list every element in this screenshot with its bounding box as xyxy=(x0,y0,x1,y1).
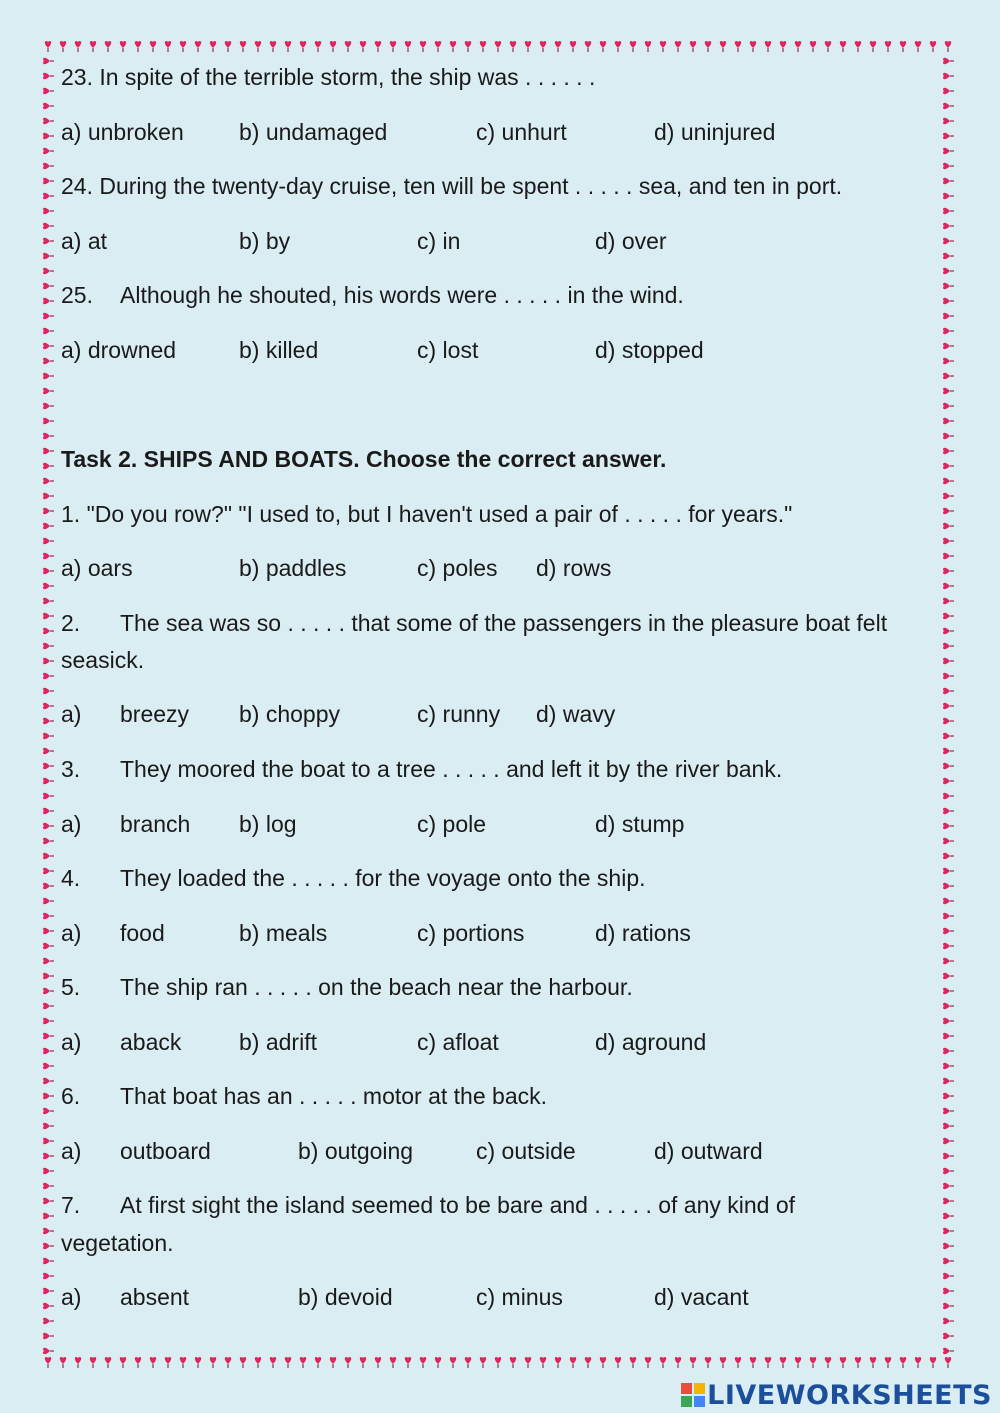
option-c[interactable]: c) minus xyxy=(476,1284,563,1310)
option-d[interactable]: d) stump xyxy=(595,811,685,837)
option-d[interactable]: d) aground xyxy=(595,1029,707,1055)
option-c[interactable]: c) lost xyxy=(417,337,479,363)
liveworksheets-logo[interactable] xyxy=(681,1378,992,1412)
option-c[interactable]: c) runny xyxy=(417,701,501,727)
option-b[interactable]: b) adrift xyxy=(239,1029,317,1055)
option-a[interactable]: a) drowned xyxy=(61,337,177,363)
logo-text: LIVEWORKSHEETS xyxy=(707,1379,992,1411)
option-d[interactable]: d) vacant xyxy=(654,1284,749,1310)
option-a[interactable]: food xyxy=(120,920,165,946)
option-a[interactable]: breezy xyxy=(120,701,190,727)
option-a-letter[interactable]: a) xyxy=(61,701,82,727)
option-b[interactable]: b) meals xyxy=(239,920,328,946)
option-a-letter[interactable]: a) xyxy=(61,1138,82,1164)
option-b[interactable]: b) killed xyxy=(239,337,319,363)
option-d[interactable]: d) over xyxy=(595,228,667,254)
option-d[interactable]: d) rations xyxy=(595,920,691,946)
option-b[interactable]: b) log xyxy=(239,811,297,837)
option-c[interactable]: c) unhurt xyxy=(476,119,567,145)
option-c[interactable]: c) afloat xyxy=(417,1029,499,1055)
option-d[interactable]: d) wavy xyxy=(536,701,616,727)
option-c[interactable]: c) in xyxy=(417,228,461,254)
option-d[interactable]: d) uninjured xyxy=(654,119,776,145)
option-a[interactable]: a) at xyxy=(61,228,108,254)
option-c[interactable]: c) poles xyxy=(417,555,498,581)
option-c[interactable]: c) pole xyxy=(417,811,487,837)
option-c[interactable]: c) outside xyxy=(476,1138,576,1164)
option-a-letter[interactable]: a) xyxy=(61,920,82,946)
option-a-letter[interactable]: a) xyxy=(61,811,82,837)
option-a[interactable]: outboard xyxy=(120,1138,211,1164)
option-d[interactable]: d) outward xyxy=(654,1138,763,1164)
option-b[interactable]: b) outgoing xyxy=(298,1138,414,1164)
option-c[interactable]: c) portions xyxy=(417,920,525,946)
option-a-letter[interactable]: a) xyxy=(61,1284,82,1310)
option-a[interactable]: branch xyxy=(120,811,191,837)
option-d[interactable]: d) stopped xyxy=(595,337,704,363)
liveworksheets-logo-icon xyxy=(681,1383,705,1407)
option-b[interactable]: b) paddles xyxy=(239,555,347,581)
option-a[interactable]: a) oars xyxy=(61,555,133,581)
option-a[interactable]: absent xyxy=(120,1284,190,1310)
option-b[interactable]: b) choppy xyxy=(239,701,341,727)
option-b[interactable]: b) by xyxy=(239,228,291,254)
option-a[interactable]: aback xyxy=(120,1029,182,1055)
option-b[interactable]: b) devoid xyxy=(298,1284,393,1310)
option-d[interactable]: d) rows xyxy=(536,555,612,581)
option-b[interactable]: b) undamaged xyxy=(239,119,388,145)
option-a[interactable]: a) unbroken xyxy=(61,119,184,145)
option-a-letter[interactable]: a) xyxy=(61,1029,82,1055)
